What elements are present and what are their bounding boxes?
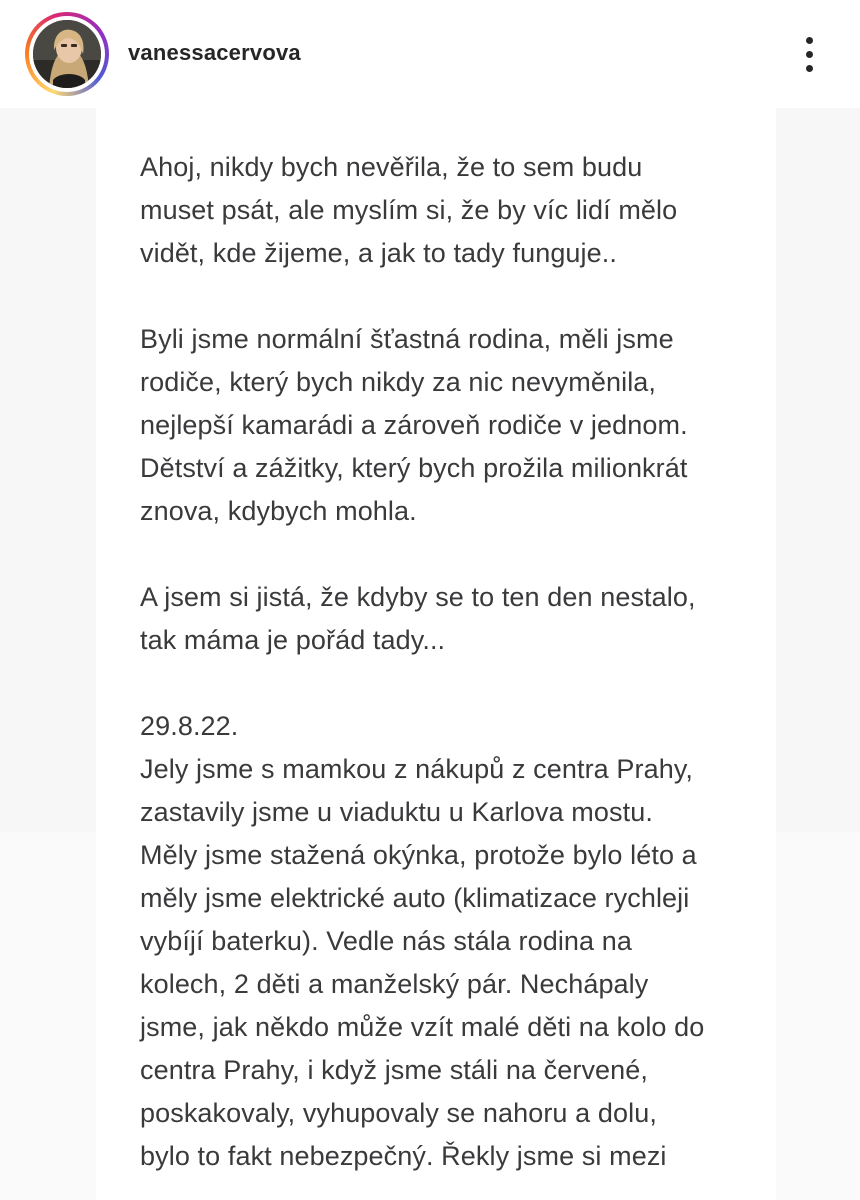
note-date	[140, 705, 740, 748]
note-line: znova, kdybych mohla.	[140, 496, 417, 526]
note-paragraph	[140, 576, 740, 662]
username[interactable]: vanessacervova	[128, 40, 301, 65]
note-line: Jely jsme s mamkou z nákupů z centra Prahy,	[140, 754, 694, 784]
note-paragraph	[140, 146, 740, 275]
note-line: nejlepší kamarádi a zároveň rodiče v jednom.	[140, 410, 688, 440]
post-header	[0, 0, 860, 108]
note-line: Byli jsme normální šťastná rodina, měli jsme	[140, 324, 674, 354]
note-line: tak máma je pořád tady...	[140, 625, 446, 655]
note-line: bylo to fakt nebezpečný. Řekly jsme si mezi	[140, 1141, 667, 1171]
note-paragraph	[140, 318, 740, 533]
note-line: Měly jsme stažená okýnka, protože bylo léto a	[140, 840, 697, 870]
note-story	[140, 748, 740, 1178]
profile-photo-icon	[33, 20, 101, 88]
note-line: vidět, kde žijeme, a jak to tady funguje..	[140, 238, 617, 268]
note-line: Ahoj, nikdy bych nevěřila, že to sem budu	[140, 152, 643, 182]
note-line: jsme, jak někdo může vzít malé děti na kolo do	[140, 1012, 705, 1042]
note-line: měly jsme elektrické auto (klimatizace rychleji	[140, 883, 690, 913]
more-vertical-icon-dot-middle	[806, 51, 813, 58]
note-line: poskakovaly, vyhupovaly se nahoru a dolu,	[140, 1098, 657, 1128]
note-date-line: 29.8.22.	[140, 711, 239, 741]
note-line: kolech, 2 děti a manželský pár. Nechápaly	[140, 969, 649, 999]
more-vertical-icon-dot-bottom	[806, 65, 813, 72]
note-line: centra Prahy, i když jsme stáli na červené,	[140, 1055, 649, 1085]
note-text	[140, 146, 740, 1200]
more-options-button[interactable]	[792, 32, 828, 76]
avatar	[33, 20, 101, 88]
note-line: vybíjí baterku). Vedle nás stála rodina na	[140, 926, 632, 956]
note-line: muset psát, ale myslím si, že by víc lidí mělo	[140, 195, 678, 225]
note-line: rodiče, který bych nikdy za nic nevyměnila,	[140, 367, 657, 397]
more-vertical-icon-dot-top	[806, 37, 813, 44]
note-line: A jsem si jistá, že kdyby se to ten den nestalo,	[140, 582, 696, 612]
story-ring-avatar[interactable]	[25, 12, 109, 96]
note-line: Dětství a zážitky, který bych prožila milionkrát	[140, 453, 688, 483]
note-line: zastavily jsme u viaduktu u Karlova mostu.	[140, 797, 653, 827]
